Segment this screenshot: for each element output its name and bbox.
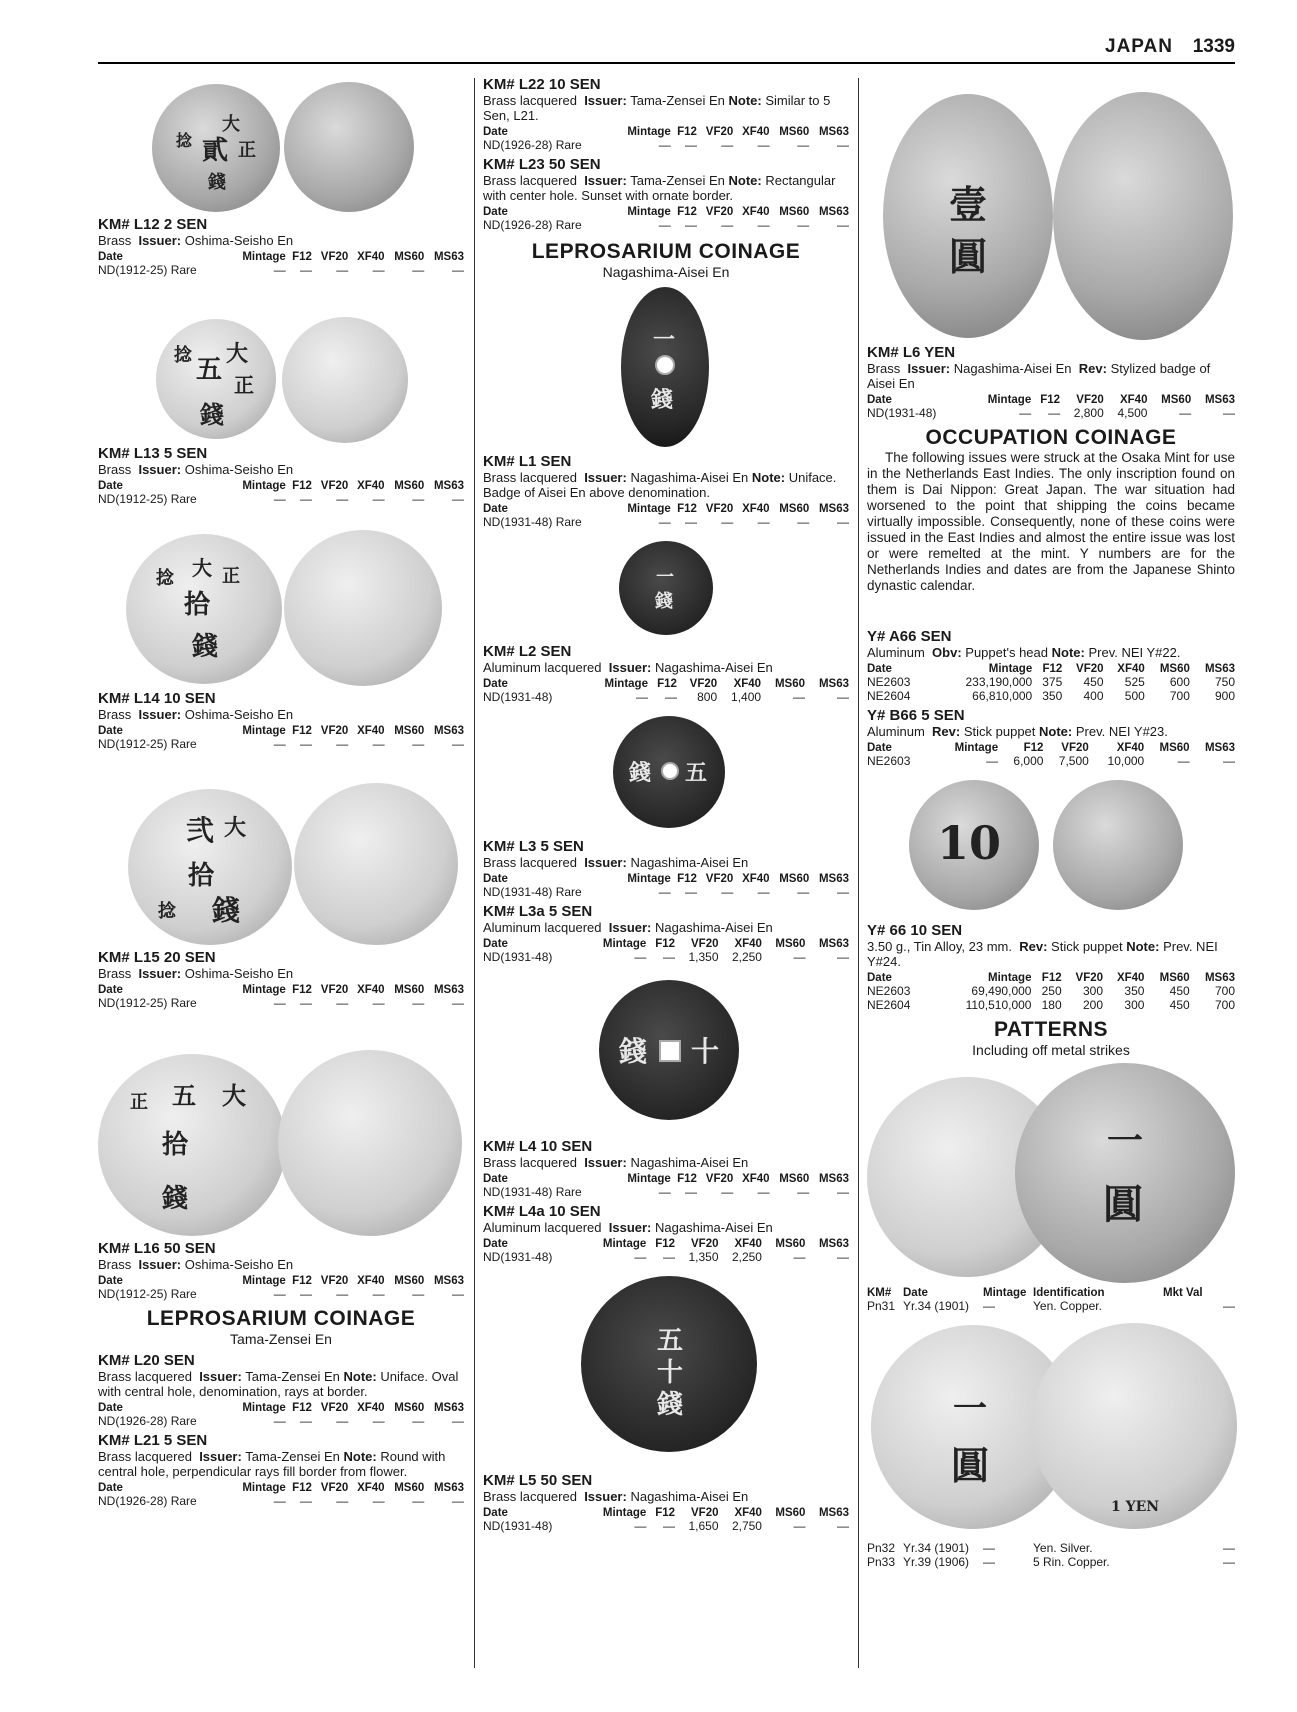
coin-glyph: 錢	[657, 1390, 684, 1420]
entry-km-l3a	[483, 903, 849, 964]
section-subtitle: Including off metal strikes	[972, 1042, 1130, 1058]
table-row: ND(1926-28) Rare — — — — — —	[98, 1494, 464, 1508]
coin-glyph: 錢	[629, 760, 652, 786]
coin-glyph: 十	[657, 1358, 684, 1388]
table-row: ND(1931-48) — — 1,350 2,250 — —	[483, 950, 849, 964]
coin-glyph: 錢	[192, 632, 219, 662]
coin-glyph: 正	[234, 373, 254, 397]
coin-glyph: 十	[691, 1035, 720, 1068]
coin-reverse	[1053, 780, 1183, 910]
section-subtitle: Tama-Zensei En	[230, 1331, 332, 1347]
coin-photo-l3	[483, 712, 849, 836]
table-row: ND(1926-28) Rare — — — — — —	[483, 218, 849, 232]
value-table: Date Mintage F12 VF20 XF40 MS60 MS63 NE2603 69,490,000 250 300 350 450 700 NE2604 110,510,000 180 200 300 450 700	[867, 972, 1235, 1012]
coin-glyph: 壹	[949, 182, 988, 227]
entry-y-b66	[867, 707, 1235, 768]
coin-photo-l13	[98, 305, 464, 443]
column-2	[483, 74, 849, 1533]
coin-glyph: 大	[222, 1081, 246, 1110]
entry-description: Brass lacquered Issuer: Tama-Zensei En Note: Uniface. Oval with central hole, denomination, rays at border.	[98, 1369, 459, 1399]
entry-km-l13	[98, 445, 464, 506]
coin-glyph: 大	[226, 341, 249, 367]
value-table: Date Mintage F12 VF20 XF40 MS60 MS63 ND(1931-48) — — 1,350 2,250 — —	[483, 1238, 849, 1264]
entry-description: 3.50 g., Tin Alloy, 23 mm. Rev: Stick puppet Note: Prev. NEI Y#24.	[867, 939, 1218, 969]
table-row: ND(1931-48) — — 800 1,400 — —	[483, 690, 849, 704]
section-title: LEPROSARIUM COINAGE	[531, 240, 801, 263]
entry-title: KM# L13 5 SEN	[98, 445, 208, 462]
entry-description: Brass Issuer: Oshima-Seisho En	[98, 1257, 294, 1272]
coin-obverse	[621, 287, 709, 447]
entry-km-l23	[483, 156, 849, 232]
table-row: Pn32 Yr.34 (1901) — Yen. Silver. —	[867, 1541, 1235, 1555]
coin-glyph: 五	[657, 1326, 684, 1356]
entry-description: Brass Issuer: Oshima-Seisho En	[98, 233, 294, 248]
entry-y-a66	[867, 628, 1235, 703]
table-row: ND(1931-48) — — 1,350 2,250 — —	[483, 1250, 849, 1264]
table-row: ND(1931-48) Rare — — — — — —	[483, 515, 849, 529]
entry-description: Aluminum Rev: Stick puppet Note: Prev. NEI Y#23.	[867, 724, 1168, 739]
value-table: Date Mintage F12 VF20 XF40 MS60 MS63 ND(1926-28) Rare — — — — — —	[98, 1402, 464, 1428]
value-table: Date Mintage F12 VF20 XF40 MS60 MS63 ND(1931-48) — — 2,800 4,500 — —	[867, 394, 1235, 420]
page-number: 1339	[1192, 36, 1235, 57]
coin-reverse	[278, 1050, 462, 1236]
value-table: Date Mintage F12 VF20 XF40 MS60 MS63 NE2603 233,190,000 375 450 525 600 750 NE2604 66,810,000 350 400 500 700 900	[867, 663, 1235, 703]
entry-description: Aluminum lacquered Issuer: Nagashima-Aisei En	[483, 660, 773, 675]
value-table: Date Mintage F12 VF20 XF40 MS60 MS63 ND(1912-25) Rare — — — — — —	[98, 251, 464, 277]
coin-glyph: 錢	[619, 1035, 648, 1068]
center-hole	[661, 762, 679, 780]
coin-obverse	[613, 716, 725, 828]
coin-glyph: 拾	[184, 590, 211, 620]
entry-description: Brass lacquered Issuer: Tama-Zensei En Note: Rectangular with center hole. Sunset with ornate border.	[483, 173, 836, 203]
entry-km-l22	[483, 76, 849, 152]
coin-glyph: 錢	[651, 387, 674, 413]
entry-title: Y# 66 10 SEN	[867, 922, 963, 939]
entry-title: KM# L3 5 SEN	[483, 838, 584, 855]
coin-glyph: 一	[656, 567, 674, 588]
value-table: Date Mintage F12 VF20 XF40 MS60 MS63 ND(1912-25) Rare — — — — — —	[98, 480, 464, 506]
entry-description: Brass lacquered Issuer: Nagashima-Aisei En	[483, 1155, 749, 1170]
table-row: NE2603 — 6,000 7,500 10,000 — —	[867, 754, 1235, 768]
value-table: Date Mintage F12 VF20 XF40 MS60 MS63 ND(1931-48) Rare — — — — — —	[483, 503, 849, 529]
table-row: ND(1926-28) Rare — — — — — —	[483, 138, 849, 152]
value-table: Date Mintage F12 VF20 XF40 MS60 MS63 ND(1931-48) — — 1,650 2,750 — —	[483, 1507, 849, 1533]
coin-glyph: 錢	[208, 172, 226, 193]
entry-description: Brass Issuer: Oshima-Seisho En	[98, 966, 294, 981]
entry-description: Brass lacquered Issuer: Nagashima-Aisei En	[483, 855, 749, 870]
table-row: ND(1912-25) Rare — — — — — —	[98, 263, 464, 277]
coin-glyph: 一	[953, 1389, 987, 1429]
section-intro-text: The following issues were struck at the Osaka Mint for use in the Netherlands East Indies. The only inscription found on them is Dai Nippon: Great Japan. The war situation had worsened to the point that shipping the coins became virtually impossible. Consequently, none of these coins were issued in the East Indies and almost the entire issue was lost or were remelted at the mint. Y numbers are for the Netherlands Indies and dates are from the Japanese Shinto dynastic calendar.	[867, 450, 1235, 593]
value-table: Date Mintage F12 VF20 XF40 MS60 MS63 ND(1912-25) Rare — — — — — —	[98, 725, 464, 751]
entry-km-l12	[98, 216, 464, 277]
table-row: ND(1931-48) Rare — — — — — —	[483, 885, 849, 899]
coin-obverse	[619, 541, 713, 635]
section-title: OCCUPATION COINAGE	[925, 426, 1177, 449]
coin-glyph: 1 YEN	[1111, 1499, 1160, 1515]
entry-title: KM# L14 10 SEN	[98, 690, 216, 707]
coin-glyph: 五	[685, 760, 708, 786]
value-table: Date Mintage F12 VF20 XF40 MS60 MS63 ND(1931-48) Rare — — — — — —	[483, 1173, 849, 1199]
entry-title: KM# L23 50 SEN	[483, 156, 601, 173]
value-table: Date Mintage F12 VF20 XF40 MS60 MS63 ND(1912-25) Rare — — — — — —	[98, 984, 464, 1010]
coin-glyph: 10	[937, 816, 1002, 870]
coin-glyph: 弐	[186, 814, 215, 847]
value-table: Date Mintage F12 VF20 XF40 MS60 MS63 ND(1926-28) Rare — — — — — —	[98, 1482, 464, 1508]
coin-obverse	[126, 534, 282, 684]
coin-obverse	[883, 94, 1053, 338]
value-table: Date Mintage F12 VF20 XF40 MS60 MS63 ND(1926-28) Rare — — — — — —	[483, 126, 849, 152]
coin-glyph: 拾	[188, 861, 215, 891]
table-row: ND(1912-25) Rare — — — — — —	[98, 1287, 464, 1301]
entry-title: KM# L5 50 SEN	[483, 1472, 593, 1489]
pattern-table: KM# Date Mintage Identification Mkt Val Pn31 Yr.34 (1901) — Yen. Copper. —	[867, 1287, 1235, 1313]
coin-reverse	[294, 783, 458, 945]
coin-photo-l14	[98, 528, 464, 688]
section-subtitle: Nagashima-Aisei En	[602, 264, 730, 280]
entry-km-l6	[867, 344, 1235, 420]
entry-title: KM# L4a 10 SEN	[483, 1203, 601, 1220]
entry-description: Brass Issuer: Oshima-Seisho En	[98, 462, 294, 477]
coin-glyph: 大	[224, 815, 247, 841]
center-hole	[659, 1040, 681, 1062]
table-row: NE2604 110,510,000 180 200 300 450 700	[867, 998, 1235, 1012]
coin-glyph: 圓	[1103, 1181, 1143, 1228]
entry-km-l16	[98, 1240, 464, 1301]
table-row: ND(1926-28) Rare — — — — — —	[98, 1414, 464, 1428]
entry-km-l4a	[483, 1203, 849, 1264]
entry-km-l14	[98, 690, 464, 751]
coin-photo-l15	[98, 783, 464, 947]
table-row: ND(1912-25) Rare — — — — — —	[98, 996, 464, 1010]
coin-obverse	[599, 980, 739, 1120]
coin-photo-l4	[483, 972, 849, 1136]
coin-reverse	[1053, 92, 1233, 340]
coin-glyph: 圓	[949, 234, 988, 279]
table-row: ND(1931-48) Rare — — — — — —	[483, 1185, 849, 1199]
coin-photo-y66	[867, 772, 1235, 920]
coin-glyph: 錢	[212, 894, 241, 927]
coin-reverse	[1015, 1063, 1235, 1283]
table-row: Pn33 Yr.39 (1906) — 5 Rin. Copper. —	[867, 1555, 1235, 1569]
coin-glyph: 大	[222, 114, 240, 135]
entry-km-l21	[98, 1432, 464, 1508]
entry-title: KM# L4 10 SEN	[483, 1138, 593, 1155]
coin-glyph: 拾	[162, 1130, 189, 1160]
coin-glyph: 捻	[156, 568, 174, 589]
page-header	[98, 36, 1235, 64]
value-table: Date Mintage F12 VF20 XF40 MS60 MS63 ND(1931-48) — — 1,350 2,250 — —	[483, 938, 849, 964]
coin-reverse	[284, 82, 414, 212]
coin-glyph: 捻	[176, 131, 193, 150]
coin-obverse	[581, 1276, 757, 1452]
coin-reverse	[284, 530, 442, 686]
table-row: NE2603 69,490,000 250 300 350 450 700	[867, 984, 1235, 998]
coin-glyph: 圓	[951, 1443, 990, 1488]
value-table: Date Mintage F12 VF20 XF40 MS60 MS63 NE2603 — 6,000 7,500 10,000 — —	[867, 742, 1235, 768]
entry-title: KM# L6 YEN	[867, 344, 956, 361]
coin-reverse	[282, 317, 408, 443]
entry-km-l20	[98, 1352, 464, 1428]
column-1	[98, 78, 464, 1508]
coin-glyph: 一	[653, 327, 676, 353]
table-row: ND(1912-25) Rare — — — — — —	[98, 737, 464, 751]
table-row: Pn31 Yr.34 (1901) — Yen. Copper. —	[867, 1299, 1235, 1313]
table-row: ND(1931-48) — — 2,800 4,500 — —	[867, 406, 1235, 420]
center-hole	[655, 355, 675, 375]
page-country: JAPAN	[1105, 36, 1173, 57]
coin-glyph: 捻	[158, 901, 176, 922]
coin-glyph: 一	[1107, 1120, 1144, 1162]
value-table: Date Mintage F12 VF20 XF40 MS60 MS63 ND(1931-48) Rare — — — — — —	[483, 873, 849, 899]
value-table: Date Mintage F12 VF20 XF40 MS60 MS63 ND(1926-28) Rare — — — — — —	[483, 206, 849, 232]
entry-title: KM# L1 SEN	[483, 453, 572, 470]
coin-photo-pn31	[867, 1063, 1235, 1285]
entry-km-l3	[483, 838, 849, 899]
entry-description: Aluminum lacquered Issuer: Nagashima-Aisei En	[483, 1220, 773, 1235]
coin-glyph: 正	[130, 1092, 148, 1113]
column-divider-2	[858, 78, 859, 1668]
entry-title: KM# L15 20 SEN	[98, 949, 216, 966]
entry-description: Brass Issuer: Oshima-Seisho En	[98, 707, 294, 722]
coin-obverse	[98, 1054, 286, 1236]
entry-km-l15	[98, 949, 464, 1010]
table-row: NE2604 66,810,000 350 400 500 700 900	[867, 689, 1235, 703]
entry-km-l5	[483, 1472, 849, 1533]
entry-description: Brass lacquered Issuer: Nagashima-Aisei En Note: Uniface. Badge of Aisei En above denomination.	[483, 470, 837, 500]
entry-description: Brass lacquered Issuer: Tama-Zensei En Note: Similar to 5 Sen, L21.	[483, 93, 831, 123]
coin-obverse	[128, 789, 292, 945]
coin-glyph: 五	[196, 355, 223, 385]
column-3	[867, 78, 1235, 1569]
entry-description: Brass Issuer: Nagashima-Aisei En Rev: Stylized badge of Aisei En	[867, 361, 1211, 391]
coin-photo-l5	[483, 1270, 849, 1470]
table-row: NE2603 233,190,000 375 450 525 600 750	[867, 675, 1235, 689]
entry-description: Aluminum Obv: Puppet's head Note: Prev. NEI Y#22.	[867, 645, 1181, 660]
entry-km-l4	[483, 1138, 849, 1199]
coin-photo-l16	[98, 1050, 464, 1238]
value-table: Date Mintage F12 VF20 XF40 MS60 MS63 ND(1912-25) Rare — — — — — —	[98, 1275, 464, 1301]
coin-glyph: 正	[238, 140, 256, 161]
entry-title: KM# L3a 5 SEN	[483, 903, 593, 920]
entry-title: KM# L22 10 SEN	[483, 76, 601, 93]
coin-glyph: 錢	[655, 591, 673, 612]
table-row: ND(1912-25) Rare — — — — — —	[98, 492, 464, 506]
coin-photo-l1	[483, 281, 849, 451]
entry-km-l1	[483, 453, 849, 529]
entry-title: KM# L12 2 SEN	[98, 216, 208, 233]
entry-title: KM# L20 SEN	[98, 1352, 195, 1369]
pattern-table	[867, 1541, 1235, 1569]
entry-title: Y# B66 5 SEN	[867, 707, 965, 724]
table-row: ND(1931-48) — — 1,650 2,750 — —	[483, 1519, 849, 1533]
coin-photo-l12	[98, 78, 464, 214]
coin-glyph: 五	[172, 1081, 196, 1110]
section-title: LEPROSARIUM COINAGE	[146, 1307, 416, 1330]
entry-y-66	[867, 922, 1235, 1012]
coin-photo-pn32	[867, 1319, 1235, 1539]
value-table: Date Mintage F12 VF20 XF40 MS60 MS63 ND(1931-48) — — 800 1,400 — —	[483, 678, 849, 704]
section-title: PATTERNS	[993, 1018, 1109, 1041]
coin-glyph: 錢	[200, 400, 224, 429]
coin-obverse	[156, 319, 276, 439]
entry-title: KM# L16 50 SEN	[98, 1240, 216, 1257]
coin-glyph: 錢	[162, 1184, 189, 1214]
entry-title: Y# A66 SEN	[867, 628, 952, 645]
entry-description: Brass lacquered Issuer: Tama-Zensei En Note: Round with central hole, perpendicular rays fill border from flower.	[98, 1449, 446, 1479]
entry-description: Brass lacquered Issuer: Nagashima-Aisei En	[483, 1489, 749, 1504]
entry-km-l2	[483, 643, 849, 704]
entry-title: KM# L2 SEN	[483, 643, 572, 660]
coin-photo-l2	[483, 537, 849, 641]
entry-title: KM# L21 5 SEN	[98, 1432, 208, 1449]
coin-glyph: 大	[192, 556, 212, 580]
coin-obverse	[152, 84, 280, 212]
coin-reverse	[1031, 1323, 1237, 1529]
coin-obverse	[909, 780, 1039, 910]
coin-glyph: 正	[222, 566, 240, 587]
column-divider-1	[474, 78, 475, 1668]
coin-glyph: 貳	[202, 136, 229, 166]
entry-description: Aluminum lacquered Issuer: Nagashima-Aisei En	[483, 920, 773, 935]
coin-glyph: 捻	[174, 345, 192, 366]
coin-photo-l6	[867, 78, 1235, 342]
